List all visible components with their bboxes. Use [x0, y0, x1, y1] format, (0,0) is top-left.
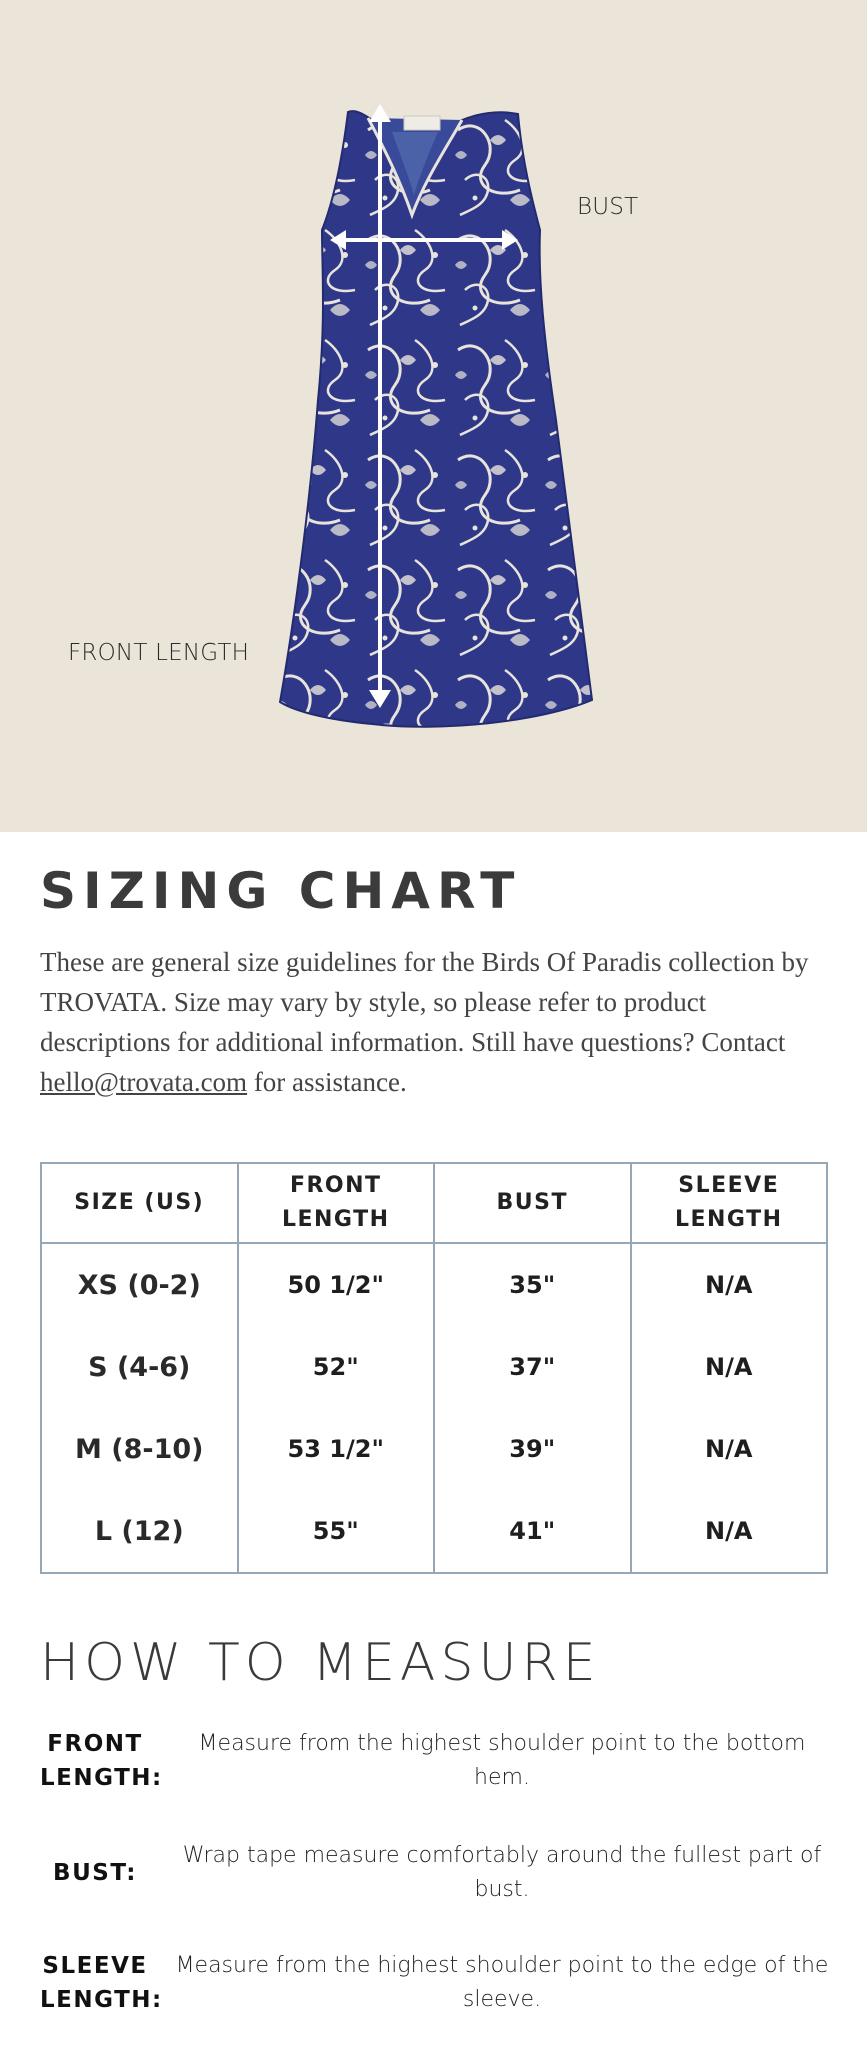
sizing-section [0, 832, 867, 2018]
intro-paragraph [40, 942, 830, 1102]
table-row [41, 1490, 827, 1573]
dress-measurement-diagram [0, 0, 867, 832]
column-header-bust: BUST [434, 1163, 631, 1243]
how-to-measure-title: HOW TO MEASURE [40, 1633, 601, 1693]
measure-description: Measure from the highest shoulder point to the bottom hem. [198, 1731, 806, 1790]
bust-label: BUST [577, 194, 639, 220]
front-length-cell: 55" [238, 1490, 435, 1573]
sleeve-length-cell: N/A [631, 1243, 828, 1326]
measure-term: FRONT LENGTH: [40, 1731, 163, 1791]
bust-cell: 39" [434, 1408, 631, 1490]
measure-description: Wrap tape measure comfortably around the fullest part of bust. [182, 1843, 822, 1902]
table-header-row [41, 1163, 827, 1243]
dress-shape [280, 111, 592, 727]
measure-description: Measure from the highest shoulder point to the edge of the sleeve. [175, 1953, 829, 2012]
intro-suffix: for assistance. [247, 1067, 407, 1097]
column-header-size: SIZE (US) [41, 1163, 238, 1243]
measure-item-bust [40, 1838, 830, 1908]
front-length-cell: 52" [238, 1326, 435, 1408]
front-length-cell: 53 1/2" [238, 1408, 435, 1490]
contact-email-link[interactable]: hello@trovata.com [40, 1067, 248, 1097]
product-image-section [0, 0, 867, 832]
table-row [41, 1243, 827, 1326]
measure-term: BUST: [53, 1860, 137, 1886]
front-length-cell: 50 1/2" [238, 1243, 435, 1326]
size-cell: M (8-10) [41, 1408, 238, 1490]
measure-item-front-length [40, 1726, 830, 1796]
size-cell: S (4-6) [41, 1326, 238, 1408]
column-header-front-length: FRONT LENGTH [238, 1163, 435, 1243]
intro-text: These are general size guidelines for the Birds Of Paradis collection by TROVATA. Size may vary by style, so please refer to product descriptions for additional information. Still have questions? Contact [40, 947, 809, 1057]
front-length-label: FRONT LENGTH [68, 640, 250, 666]
size-table [40, 1162, 828, 1574]
measure-item-sleeve-length [40, 1948, 830, 2018]
sleeve-length-cell: N/A [631, 1326, 828, 1408]
measure-term: SLEEVE LENGTH: [40, 1953, 163, 2013]
table-row [41, 1326, 827, 1408]
sleeve-length-cell: N/A [631, 1490, 828, 1573]
bust-cell: 35" [434, 1243, 631, 1326]
bust-cell: 41" [434, 1490, 631, 1573]
size-cell: XS (0-2) [41, 1243, 238, 1326]
column-header-sleeve-length: SLEEVE LENGTH [631, 1163, 828, 1243]
table-row [41, 1408, 827, 1490]
size-cell: L (12) [41, 1490, 238, 1573]
bust-cell: 37" [434, 1326, 631, 1408]
sizing-chart-title: SIZING CHART [40, 862, 522, 920]
sleeve-length-cell: N/A [631, 1408, 828, 1490]
